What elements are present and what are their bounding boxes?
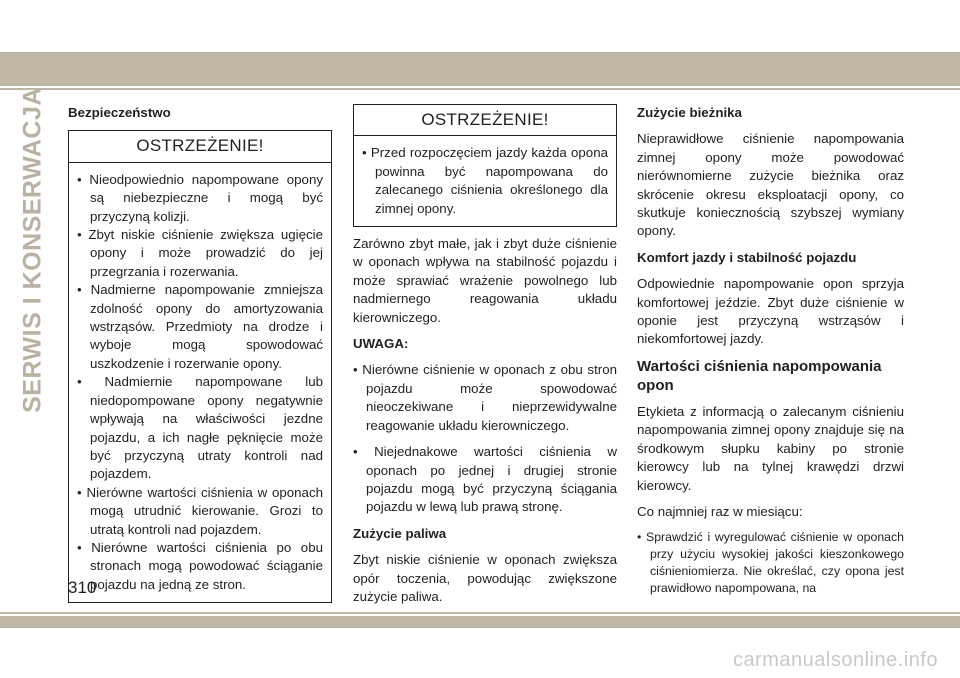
warning-item: • Nierówne wartości ciśnienia po obu stronach mogą powodować ściąganie pojazdu na jedną ze stron. [77,539,323,594]
warning-list [354,136,616,226]
paragraph-fuel: Zbyt niskie ciśnienie w oponach zwiększa opór toczenia, powodując zwiększone zużycie paliwa. [353,552,617,604]
warning-box-pre-drive [353,104,617,227]
warning-item: • Nierówne wartości ciśnienia w oponach mogą utrudnić kierowanie. Grozi to utratą kontroli nad pojazdem. [77,484,323,539]
warning-title: OSTRZEŻENIE! [69,131,331,162]
column-3 [637,104,904,605]
warning-item: • Nadmiernie napompowane lub niedopompowane opony negatywnie wpływają na właściwości jezdne pojazdu, a ich nagłe pęknięcie może być przyczyną utraty kontroli nad pojazdem. [77,373,323,483]
paragraph-pressure: Etykieta z informacją o zalecanym ciśnieniu napompowania zimnej opony znajduje się na środkowym słupku kabiny po stronie kierowcy lub na tylnej krawędzi drzwi kierowcy. [637,403,904,493]
paragraph-monthly: Co najmniej raz w miesiącu: [637,503,803,519]
column-1 [68,104,332,603]
warning-list [69,163,331,602]
footer-rule [0,612,960,614]
side-section-label [8,87,58,413]
note-item: • Nierówne ciśnienie w oponach z obu stron pojazdu może spowodować nieoczekiwane i nieprzewidywalne reagowanie układu kierowniczego. [353,361,617,435]
warning-item: • Nieodpowiednio napompowane opony są niebezpieczne i mogą być przyczyną kolizji. [77,171,323,226]
column-2 [353,104,617,614]
note-item: • Niejednakowe wartości ciśnienia w oponach po jednej i drugiej stronie pojazdu mogą być przyczyną ściągania pojazdu w lewą lub prawą stronę. [353,443,617,517]
section-title-fuel: Zużycie paliwa [353,525,447,541]
page-number: 310 [68,578,97,597]
monthly-list [637,529,904,597]
warning-box-safety [68,130,332,603]
warning-item: • Zbyt niskie ciśnienie zwiększa ugięcie opony i może prowadzić do jej przegrzania i rozerwania. [77,226,323,281]
note-list [353,361,617,516]
paragraph-tread: Nieprawidłowe ciśnienie napompowania zimnej opony może powodować nierównomierne zużycie bieżnika oraz skrócenie okresu eksploatacji opony, co skutkuje koniecznością szybszej wymiany opony. [637,131,904,239]
note-label: UWAGA: [353,336,409,352]
side-section-title: SERWIS I KONSERWACJA [18,87,47,413]
warning-title: OSTRZEŻENIE! [354,105,616,136]
warning-item: • Nadmierne napompowanie zmniejsza zdolność opony do amortyzowania wstrząsów. Przedmioty na drodze i wyboje mogą spowodować uszkodzenie i rozerwanie opony. [77,281,323,373]
paragraph-stability: Zarówno zbyt małe, jak i zbyt duże ciśnienie w oponach wpływa na stabilność pojazdu i może sprawiać wrażenie powolnego lub nadmiernego reagowania układu kierowniczego. [353,236,617,325]
paragraph-comfort: Odpowiednie napompowanie opon sprzyja komfortowej jeździe. Zbyt duże ciśnienie w oponie jest przyczyną wstrząsów i niekomfortowej jazdy. [637,276,904,347]
watermark: carmanualsonline.info [732,649,938,671]
header-band [0,52,960,86]
header-rule [0,88,960,90]
section-title-safety: Bezpieczeństwo [68,105,171,120]
monthly-item: • Sprawdzić i wyregulować ciśnienie w oponach przy użyciu wysokiej jakości kieszonkowego ciśnieniomierza. Nie określać, czy opona jest prawidłowo napompowana, na [637,529,904,597]
section-title-comfort: Komfort jazdy i stabilność pojazdu [637,249,857,265]
footer-band [0,616,960,628]
warning-item: • Przed rozpoczęciem jazdy każda opona powinna być napompowana do zalecanego ciśnienia określonego dla zimnej opony. [362,144,608,218]
heading-pressure: Wartości ciśnienia napompowania opon [637,357,882,394]
section-title-tread: Zużycie bieżnika [637,105,742,120]
